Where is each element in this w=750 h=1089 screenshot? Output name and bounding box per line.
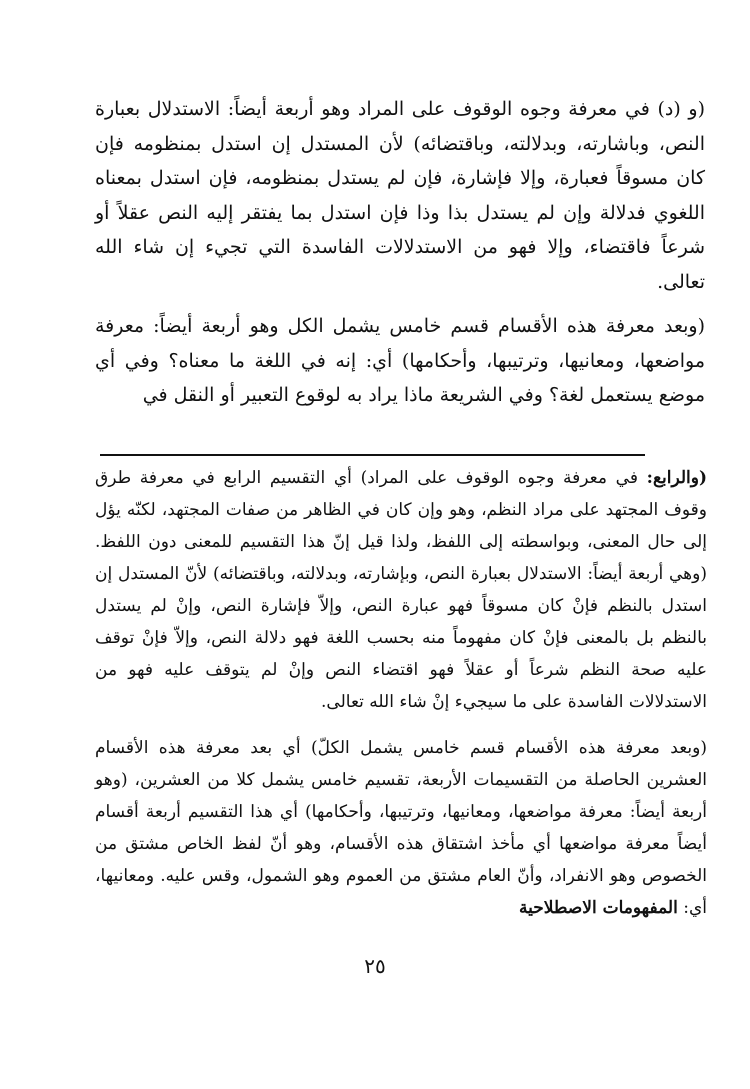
main-paragraph: (وبعد معرفة هذه الأقسام قسم خامس يشمل الكل وهو أربعة أيضاً: معرفة مواضعها، ومعانيها، وترتيبها، وأحكامها) أي: إنه في اللغة ما معناه؟ وفي أي موضع يستعمل لغة؟ وفي الشريعة ماذا يراد به لوقوع التعبير أو النقل في	[95, 315, 705, 406]
commentary-body: في معرفة وجوه الوقوف على المراد) أي التقسيم الرابع في معرفة طرق وقوف المجتهد على مراد النظم، وهو وإن كان في الظاهر من صفات المجتهد، لكنّه يؤل إلى حال المعنى، وبواسطته إلى اللفظ، ولذا قيل إنّ هذا التقسيم للمعنى دون اللفظ. (وهي أربعة أيضاً: الاستدلال بعبارة النص، وبإشارته، وبدلالته، وباقتضائه) لأنّ المستدل إن استدل بالنظم فإنْ كان مسوقاً فهو عبارة النص، وإلاّ فإشارة النص، وإنْ لم يستدل بالنظم بل بالمعنى فإنْ كان مفهوماً منه بحسب اللغة فهو دلالة النص، وإلاّ فإنْ توقف عليه صحة النظم شرعاً أو عقلاً فهو اقتضاء النص وإنْ لم يتوقف عليه فهو من الاستدلالات الفاسدة على ما سيجيء إنْ شاء الله تعالى.	[95, 468, 707, 712]
page-number: ٢٥	[364, 954, 386, 978]
commentary-tail: المفهومات الاصطلاحية	[518, 898, 678, 918]
commentary-text	[95, 462, 707, 938]
footnote-divider	[100, 454, 645, 456]
commentary-paragraph	[95, 462, 707, 718]
commentary-body: (وبعد معرفة هذه الأقسام قسم خامس يشمل الكلّ) أي بعد معرفة هذه الأقسام العشرين الحاصلة من التقسيمات الأربعة، تقسيم خامس يشمل كلا من العشرين، (وهو أربعة أيضاً: معرفة مواضعها، ومعانيها، وترتيبها، وأحكامها) أي هذا التقسيم أربعة أقسام أيضاً معرفة مواضعها أي مأخذ اشتقاق هذه الأقسام، وهو أنّ لفظ الخاص مشتق من الخصوص وهو الانفراد، وأنّ العام مشتق من العموم وهو الشمول، وقس عليه. ومعانيها، أي:	[95, 738, 707, 918]
main-text	[95, 92, 705, 423]
main-paragraph: (و (د) في معرفة وجوه الوقوف على المراد وهو أربعة أيضاً: الاستدلال بعبارة النص، وباشارته، وبدلالته، وباقتضائه) لأن المستدل إن استدل بمنظومه فإن كان مسوقاً فعبارة، وإلا فإشارة، فإن لم يستدل بمنظومه، فإن استدل بمعناه اللغوي فدلالة وإن لم يستدل بذا وذا فإن استدل بما يفتقر إليه النص عقلاً أو شرعاً فاقتضاء، وإلا فهو من الاستدلالات الفاسدة التي تجيء إن شاء الله تعالى.	[95, 98, 705, 293]
commentary-paragraph	[95, 732, 707, 924]
commentary-lead: (والرابع:	[646, 468, 707, 488]
